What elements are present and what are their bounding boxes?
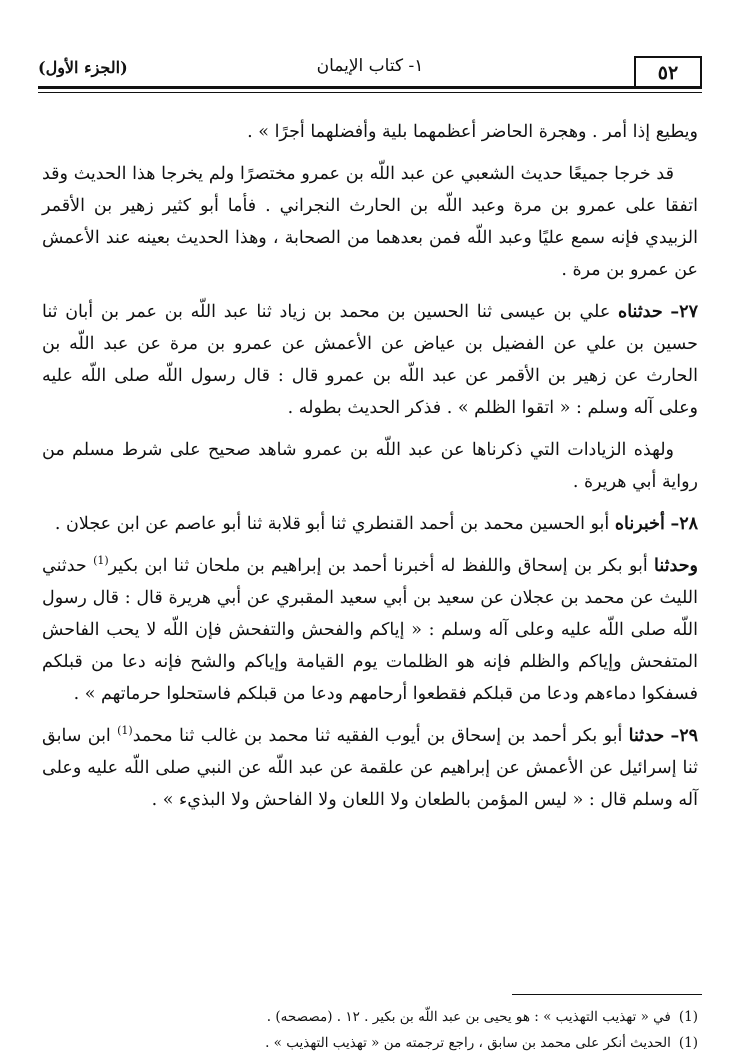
paragraph-text-continued: ابن سابق ثنا إسرائيل عن الأعمش عن إبراهيم عن علقمة عن عبد اللّه عن النبي صلى اللّه عليه وعلى آله وسلم قال : « ليس المؤمن بالطعان ولا اللعان ولا الفاحش ولا البذيء » . (42, 726, 698, 810)
hadith-lead-word: وحدثنا (654, 556, 698, 576)
book-page (38, 46, 702, 1051)
footnotes (42, 1004, 698, 1056)
hadith-number: ٢٨– (670, 514, 698, 534)
paragraph-text-continued: حدثني الليث عن محمد بن عجلان عن سعيد بن أبي سعيد المقبري عن أبي هريرة قال : قال رسول اللّه صلى اللّه عليه وعلى آله وسلم : « إياكم والفحش والتفحش فإن اللّه لا يحب الفاحش المتفحش وإياكم والظلم فإنه هو الظلمات يوم القيامة وإياكم والشح فإنه دعا من قبلكم فسفكوا دماءهم ودعا من قبلكم فقطعوا أرحامهم ودعا من قبلكم فاستحلوا حرماتهم » . (42, 556, 698, 704)
paragraph-text: أبو بكر بن إسحاق واللفظ له أخبرنا أحمد بن إبراهيم بن ملحان ثنا ابن بكير (108, 556, 648, 576)
paragraph (42, 116, 698, 148)
paragraph-text: أبو الحسين محمد بن أحمد القنطري ثنا أبو قلابة ثنا أبو عاصم عن ابن عجلان . (54, 514, 610, 534)
paragraph-text: ويطيع إذا أمر . وهجرة الحاضر أعظمهما بلية وأفضلهما أجرًا » . (247, 122, 698, 142)
hadith-lead-word: أخبرناه (614, 514, 665, 534)
hadith-28-second-chain (42, 550, 698, 710)
body-text (42, 116, 698, 826)
footnote-text: في « تهذيب التهذيب » : هو يحيى بن عبد اللّه بن بكير . ١٢ . (مصصحه) . (266, 1009, 671, 1025)
hadith-28 (42, 508, 698, 540)
paragraph-text: علي بن عيسى ثنا الحسين بن محمد بن زياد ثنا عبد اللّه بن عمر بن أبان ثنا حسين بن علي عن الفضيل بن عياض عن الأعمش عن عمرو بن مرة عن عبد اللّه بن الحارث عن زهير بن الأقمر عن عبد اللّه بن عمرو قال : قال رسول اللّه صلى اللّه عليه وعلى آله وسلم : « اتقوا الظلم » . فذكر الحديث بطوله . (42, 302, 698, 418)
paragraph-text: أبو بكر أحمد بن إسحاق بن أيوب الفقيه ثنا محمد بن غالب ثنا محمد (132, 726, 623, 746)
hadith-27 (42, 296, 698, 424)
chapter-title: ١- كتاب الإيمان (316, 56, 424, 76)
header-rule-thick (38, 86, 702, 89)
footnote-text: الحديث أنكر على محمد بن سابق ، راجع ترجمته من « تهذيب التهذيب » . (265, 1035, 671, 1051)
hadith-lead-word: حدثناه (618, 302, 663, 322)
volume-label: (الجزء الأول) (38, 58, 128, 77)
footnote-divider (512, 994, 702, 995)
footnote-ref[interactable]: (1) (93, 554, 109, 568)
footnote (42, 1004, 698, 1030)
hadith-lead-word: حدثنا (628, 726, 665, 746)
footnote (42, 1030, 698, 1056)
paragraph-text: ولهذه الزيادات التي ذكرناها عن عبد اللّه بن عمرو شاهد صحيح على شرط مسلم من رواية أبي هريرة . (42, 440, 698, 492)
footnote-ref[interactable]: (1) (117, 724, 133, 738)
paragraph (42, 158, 698, 286)
paragraph (42, 434, 698, 498)
hadith-29 (42, 720, 698, 816)
footnote-mark: (1) (678, 1009, 698, 1025)
page-number: ٥٢ (634, 56, 702, 88)
hadith-number: ٢٩– (670, 726, 699, 746)
running-header (38, 46, 702, 92)
paragraph-text: قد خرجا جميعًا حديث الشعبي عن عبد اللّه بن عمرو مختصرًا ولم يخرجا هذا الحديث وقد اتفقا على عمرو بن مرة وعبد اللّه بن الحارث النجراني . فأما أبو كثير زهير بن الأقمر الزبيدي فإنه سمع عليًا وعبد اللّه فمن بعدهما من الصحابة ، وهذا الحديث بعينه عند الأعمش عن عمرو بن مرة . (42, 164, 698, 280)
header-rule-thin (38, 92, 702, 93)
footnote-mark: (1) (678, 1035, 698, 1051)
hadith-number: ٢٧– (670, 302, 698, 322)
